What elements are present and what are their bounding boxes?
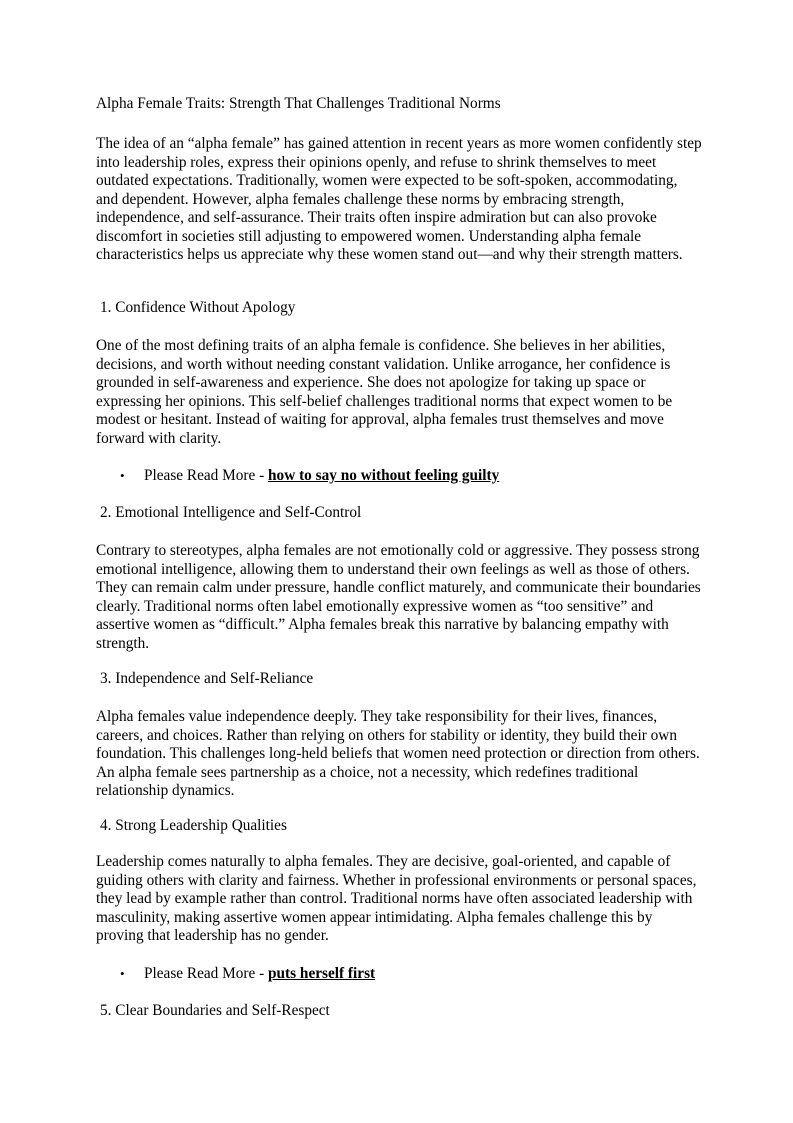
section-body-2: Contrary to stereotypes, alpha females are not emotionally cold or aggressive. They possess strong emotional intelligence, allowing them to understand their own feelings as well as those of others. They can remain calm under pressure, handle conflict maturely, and communicate their boundaries clearly. Traditional norms often label emotionally expressive women as “too sensitive” and assertive women as “difficult.” Alpha females break this narrative by balancing empathy with strength. xyxy=(96,542,701,652)
read-more-link-1[interactable]: how to say no without feeling guilty xyxy=(268,467,500,484)
section-heading-5: 5. Clear Boundaries and Self-Respect xyxy=(100,1002,330,1019)
section-heading-4: 4. Strong Leadership Qualities xyxy=(100,817,287,834)
section-body-4: Leadership comes naturally to alpha females. They are decisive, goal-oriented, and capable of guiding others with clarity and fairness. Whether in professional environments or personal spaces, they lead by example rather than control. Traditional norms have often associated leadership with masculinity, making assertive women appear intimidating. Alpha females challenge this by proving that leadership has no gender. xyxy=(96,853,697,944)
section-heading-2: 2. Emotional Intelligence and Self-Control xyxy=(100,504,362,521)
section-body-1: One of the most defining traits of an alpha female is confidence. She believes in her abilities, decisions, and worth without needing constant validation. Unlike arrogance, her confidence is grounded in self-awareness and experience. She does not apologize for taking up space or expressing her opinions. This self-belief challenges traditional norms that expect women to be modest or hesitant. Instead of waiting for approval, alpha females trust themselves and move forward with clarity. xyxy=(96,337,673,447)
read-more-link-2[interactable]: puts herself first xyxy=(268,965,376,982)
read-more-prefix: Please Read More - xyxy=(144,467,269,484)
document-title: Alpha Female Traits: Strength That Challenges Traditional Norms xyxy=(96,95,501,112)
section-body-3: Alpha females value independence deeply. They take responsibility for their lives, finances, careers, and choices. Rather than relying on others for stability or identity, they build their own foundation. This challenges long-held beliefs that women need protection or direction from others. An alpha female sees partnership as a choice, not a necessity, which redefines traditional relationship dynamics. xyxy=(96,708,700,799)
intro-paragraph: The idea of an “alpha female” has gained attention in recent years as more women confidently step into leadership roles, express their opinions openly, and refuse to shrink themselves to meet outdated expectations. Traditionally, women were expected to be soft-spoken, accommodating, and dependent. However, alpha females challenge these norms by embracing strength, independence, and self-assurance. Their traits often inspire admiration but can also provoke discomfort in societies still adjusting to empowered women. Understanding alpha female characteristics helps us appreciate why these women stand out—and why their strength matters. xyxy=(96,135,702,263)
section-heading-3: 3. Independence and Self-Reliance xyxy=(100,670,314,687)
section-heading-1: 1. Confidence Without Apology xyxy=(100,299,296,316)
bullet-icon: • xyxy=(120,468,125,483)
read-more-bullet-1 xyxy=(120,467,680,486)
bullet-icon: • xyxy=(120,966,125,981)
read-more-prefix: Please Read More - xyxy=(144,965,269,982)
read-more-bullet-2 xyxy=(120,965,680,984)
